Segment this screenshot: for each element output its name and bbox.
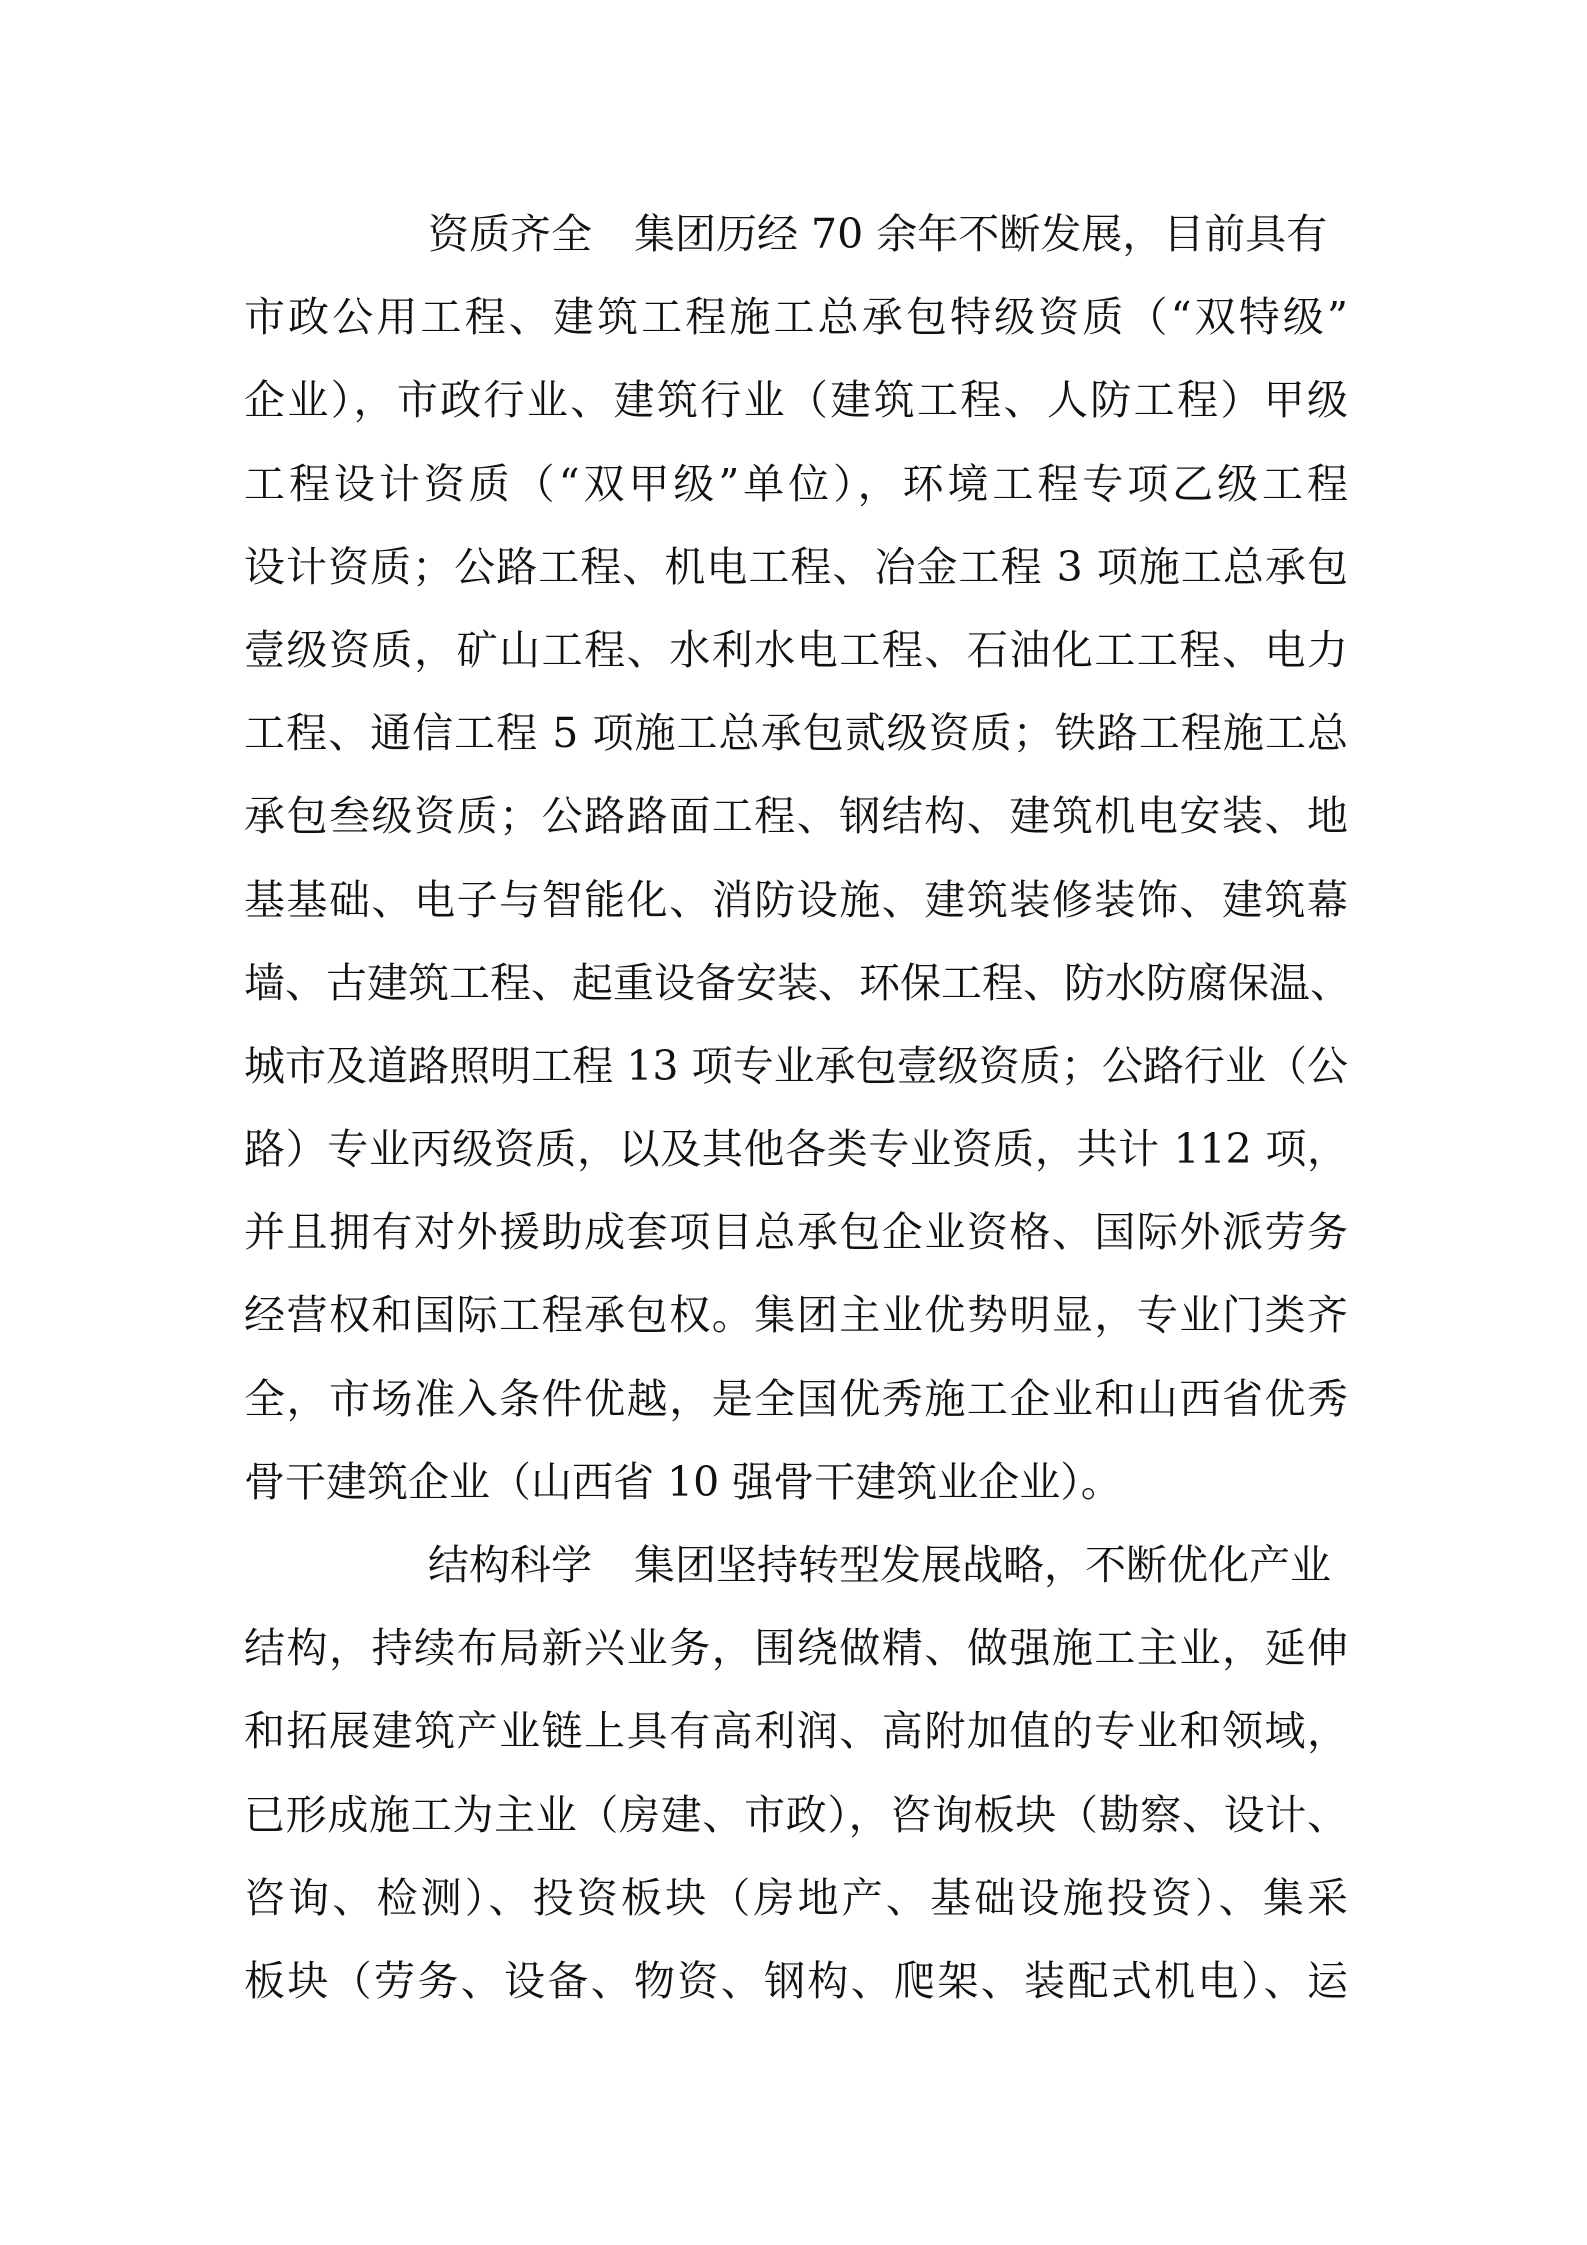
text-line: 板块（劳务、设备、物资、钢构、爬架、装配式机电）、运 (244, 1956, 1348, 2005)
text-line: 壹级资质，矿山工程、水利水电工程、石油化工工程、电力 (244, 625, 1348, 674)
text-line: 墙、古建筑工程、起重设备安装、环保工程、防水防腐保温、 (244, 958, 1351, 1007)
paragraph-structure (244, 1535, 1348, 2034)
text-line: 经营权和国际工程承包权。集团主业优势明显，专业门类齐 (244, 1291, 1348, 1340)
text-line: 城市及道路照明工程 13 项专业承包壹级资质；公路行业（公 (244, 1041, 1348, 1090)
text-line: 路）专业丙级资质，以及其他各类专业资质，共计 112 项， (244, 1125, 1348, 1174)
text-line: 已形成施工为主业（房建、市政），咨询板块（勘察、设计、 (244, 1790, 1348, 1839)
paragraph-heading: 资质齐全 (428, 210, 592, 258)
text-line: 骨干建筑企业（山西省 10 强骨干建筑业企业）。 (244, 1457, 1122, 1506)
text-line: 工程、通信工程 5 项施工总承包贰级资质；铁路工程施工总 (244, 709, 1348, 758)
text-line: 集团坚持转型发展战略，不断优化产业 (634, 1541, 1331, 1589)
text-line: 设计资质；公路工程、机电工程、冶金工程 3 项施工总承包 (244, 542, 1348, 591)
text-line: 咨询、检测）、投资板块（房地产、基础设施投资）、集采 (244, 1873, 1348, 1922)
text-line: 市政公用工程、建筑工程施工总承包特级资质（“双特级” (244, 293, 1348, 342)
text-line: 工程设计资质（“双甲级”单位），环境工程专项乙级工程 (244, 459, 1348, 508)
text-line: 全，市场准入条件优越，是全国优秀施工企业和山西省优秀 (244, 1374, 1348, 1423)
text-line: 企业），市政行业、建筑行业（建筑工程、人防工程）甲级 (244, 376, 1348, 425)
text-line: 基基础、电子与智能化、消防设施、建筑装修装饰、建筑幕 (244, 875, 1348, 924)
text-line: 结构，持续布局新兴业务，围绕做精、做强施工主业，延伸 (244, 1624, 1348, 1673)
paragraph-first-line (244, 204, 1348, 287)
paragraph-heading: 结构科学 (428, 1541, 592, 1589)
paragraph-qualifications (244, 204, 1351, 1535)
paragraph-first-line (244, 1535, 1348, 1618)
text-line: 承包叁级资质；公路路面工程、钢结构、建筑机电安装、地 (244, 792, 1348, 841)
text-line: 集团历经 70 余年不断发展，目前具有 (634, 210, 1328, 258)
text-line: 并且拥有对外援助成套项目总承包企业资格、国际外派劳务 (244, 1208, 1348, 1257)
document-body (244, 204, 1351, 2034)
text-line: 和拓展建筑产业链上具有高利润、高附加值的专业和领域， (244, 1707, 1348, 1756)
